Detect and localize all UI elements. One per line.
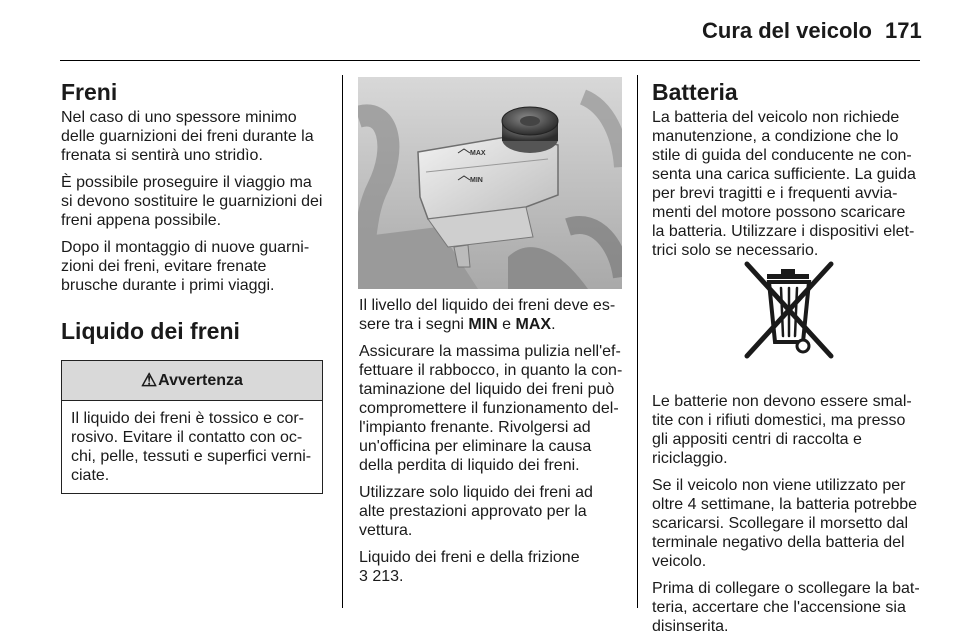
min-mark-label: MIN	[470, 177, 483, 184]
section-heading-batteria: Batteria	[652, 79, 738, 105]
max-mark-label: MAX	[470, 150, 486, 157]
page-number: 171	[885, 18, 922, 43]
warning-header	[62, 361, 322, 401]
reference-text: Liquido dei freni e della frizione	[359, 549, 580, 566]
batteria-paragraph-4: Prima di collegare o scollegare la batteria, accertare che l'accensione sia disinserita.	[652, 580, 920, 635]
section-heading-liquido: Liquido dei freni	[61, 318, 240, 344]
section-heading-freni: Freni	[61, 79, 118, 105]
column-divider-2	[637, 75, 638, 608]
column-2	[359, 296, 623, 594]
batteria-paragraph-2: Le batterie non devono essere smaltite con i rifiuti domestici, ma presso gli appositi centri di raccolta e riciclaggio.	[652, 393, 912, 467]
fluid-type-paragraph: Utilizzare solo liquido dei freni ad alte prestazioni approvato per la vettura.	[359, 484, 593, 539]
cleanliness-paragraph: Assicurare la massima pulizia nell'effettuare il rabbocco, in quanto la contaminazione del liquido dei freni può compromettere il funzionamento dell'impianto frenante. Rivolgersi ad un'officina per eliminare la causa della perdita di liquido dei freni.	[359, 343, 623, 474]
chapter-title: Cura del veicolo	[702, 18, 872, 43]
freni-paragraph-1: Nel caso di uno spessore minimo delle guarnizioni dei freni durante la frenata si sentirà uno stridìo.	[61, 109, 314, 164]
level-paragraph	[359, 296, 623, 334]
warning-title: Avvertenza	[158, 372, 243, 389]
column-1	[61, 78, 325, 494]
page-reference-arrow-icon: 3	[359, 568, 368, 585]
batteria-paragraph-3: Se il veicolo non viene utilizzato per oltre 4 settimane, la batteria potrebbe scaricarsi. Scollegare il morsetto dal terminale negativo della batteria del veicolo.	[652, 477, 918, 570]
freni-paragraph-3: Dopo il montaggio di nuove guarnizioni dei freni, evitare frenate brusche durante i primi viaggi.	[61, 239, 310, 294]
warning-icon: ⚠	[141, 370, 158, 390]
level-text-start: Il livello del liquido dei freni deve essere tra i segni	[359, 297, 616, 333]
batteria-paragraph-1: La batteria del veicolo non richiede manutenzione, a condizione che lo stile di guida del conducente ne consenta una carica sufficiente. La guida per brevi tragitti e i frequenti avviamenti del motore possono scaricare la batteria. Utilizzare i dispositivi elettrici solo se necessario.	[652, 109, 916, 259]
header-rule	[60, 60, 920, 61]
level-text-and: e	[497, 316, 516, 333]
page-reference-link[interactable]: 213.	[367, 568, 404, 585]
min-mark: MIN	[468, 316, 498, 333]
freni-paragraph-2: È possibile proseguire il viaggio ma si devono sostituire le guarnizioni dei freni appena possibile.	[61, 174, 323, 229]
reference-paragraph	[359, 548, 623, 586]
warning-box	[61, 360, 323, 494]
level-text-end: .	[551, 316, 556, 333]
warning-text: Il liquido dei freni è tossico e corrosivo. Evitare il contatto con occhi, pelle, tessuti e superfici verniciate.	[71, 410, 312, 484]
max-mark: MAX	[515, 316, 552, 333]
column-divider-1	[342, 75, 343, 608]
brake-fluid-reservoir-photo	[358, 77, 622, 289]
crossed-out-bin-icon	[737, 258, 839, 362]
